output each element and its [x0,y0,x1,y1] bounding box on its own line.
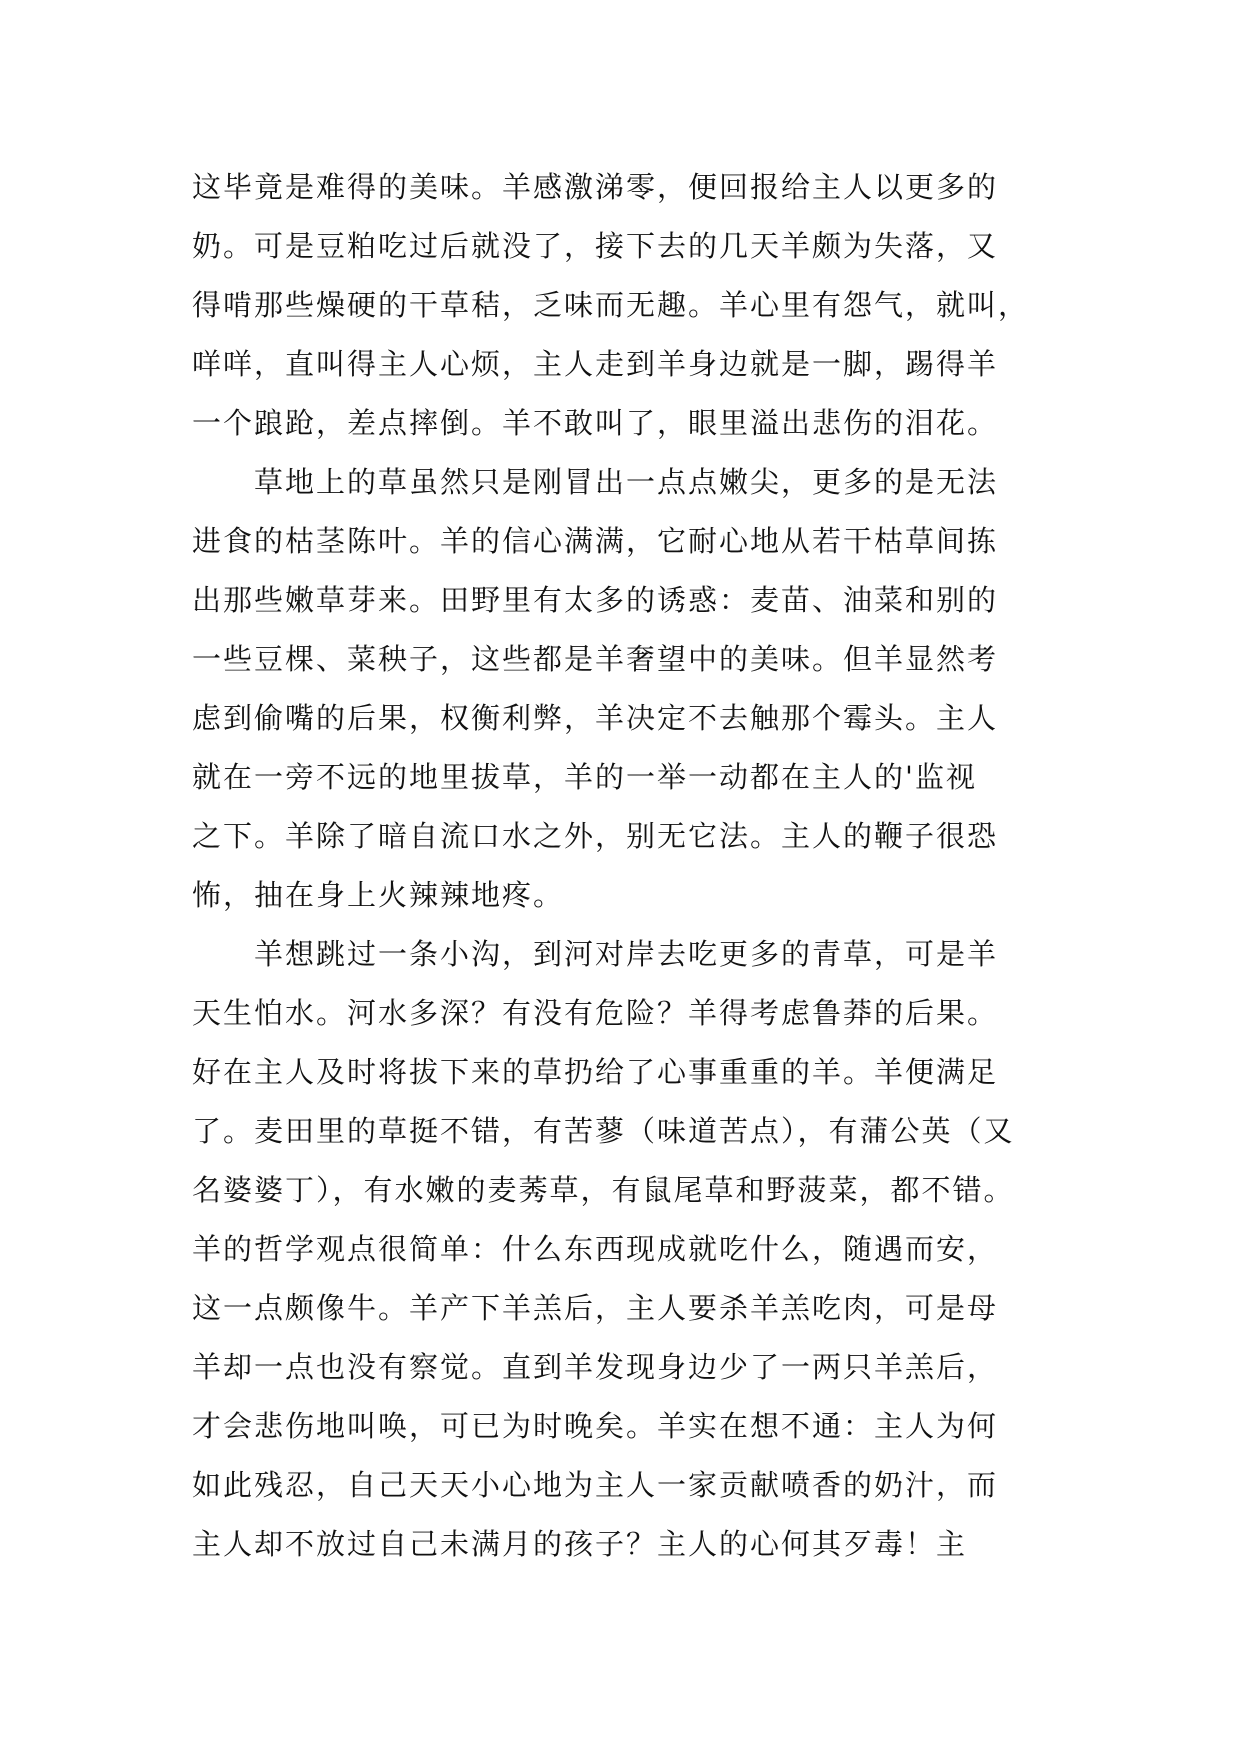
text-line: 天生怕水。河水多深？有没有危险？羊得考虑鲁莽的后果。 [192,996,999,1030]
text-line: 一个踉跄，差点摔倒。羊不敢叫了，眼里溢出悲伤的泪花。 [192,406,999,440]
text-line: 奶。可是豆粕吃过后就没了，接下去的几天羊颇为失落，又 [192,229,999,263]
body-text [192,158,1052,1574]
text-line: 就在一旁不远的地里拔草，羊的一举一动都在主人的'监视 [192,760,977,794]
text-line: 才会悲伤地叫唤，可已为时晚矣。羊实在想不通：主人为何 [192,1409,999,1443]
text-line: 名婆婆丁），有水嫩的麦莠草，有鼠尾草和野菠菜，都不错。 [192,1173,1015,1207]
text-line: 了。麦田里的草挺不错，有苦蓼（味道苦点），有蒲公英（又 [192,1114,1015,1148]
text-line: 咩咩，直叫得主人心烦，主人走到羊身边就是一脚，踢得羊 [192,347,999,381]
text-line: 虑到偷嘴的后果，权衡利弊，羊决定不去触那个霉头。主人 [192,701,999,735]
text-line: 如此残忍，自己天天小心地为主人一家贡献喷香的奶汁，而 [192,1468,999,1502]
text-line: 主人却不放过自己未满月的孩子？主人的心何其歹毒！主 [192,1527,968,1561]
text-line: 进食的枯茎陈叶。羊的信心满满，它耐心地从若干枯草间拣 [192,524,999,558]
paragraph-first-line: 羊想跳过一条小沟，到河对岸去吃更多的青草，可是羊 [254,937,999,971]
text-line: 这一点颇像牛。羊产下羊羔后，主人要杀羊羔吃肉，可是母 [192,1291,999,1325]
text-line: 出那些嫩草芽来。田野里有太多的诱惑：麦苗、油菜和别的 [192,583,999,617]
text-line: 这毕竟是难得的美味。羊感激涕零，便回报给主人以更多的 [192,170,999,204]
text-line: 怖，抽在身上火辣辣地疼。 [192,878,565,912]
text-line: 一些豆棵、菜秧子，这些都是羊奢望中的美味。但羊显然考 [192,642,999,676]
text-line: 羊的哲学观点很简单：什么东西现成就吃什么，随遇而安， [192,1232,999,1266]
text-line: 羊却一点也没有察觉。直到羊发现身边少了一两只羊羔后， [192,1350,999,1384]
text-line: 得啃那些燥硬的干草秸，乏味而无趣。羊心里有怨气，就叫， [192,288,1030,322]
text-line: 之下。羊除了暗自流口水之外，别无它法。主人的鞭子很恐 [192,819,999,853]
text-line: 好在主人及时将拔下来的草扔给了心事重重的羊。羊便满足 [192,1055,999,1089]
paragraph-first-line: 草地上的草虽然只是刚冒出一点点嫩尖，更多的是无法 [254,465,999,499]
